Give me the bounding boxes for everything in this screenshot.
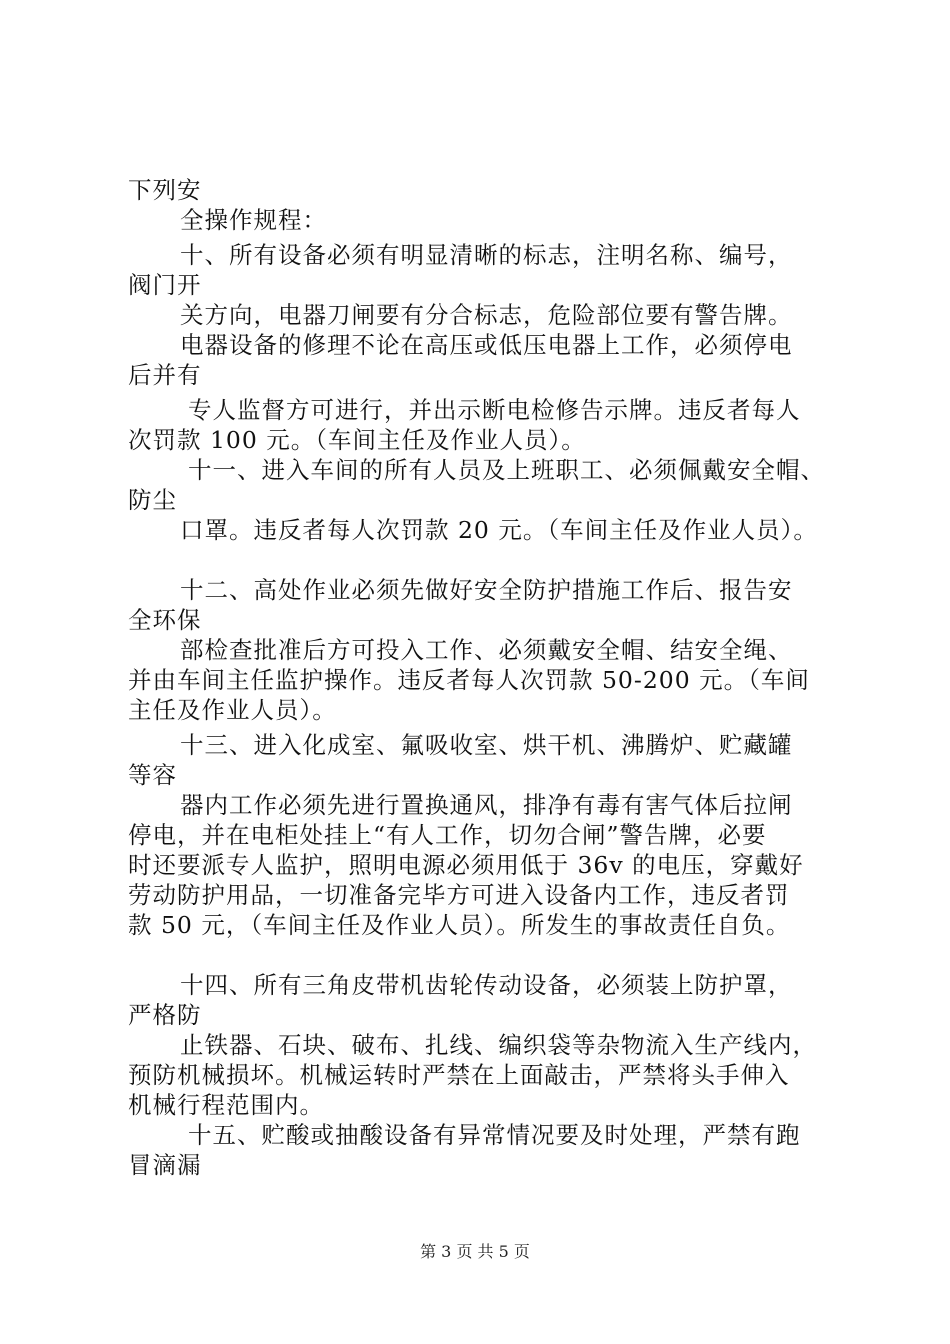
text-line: 冒滴漏 — [128, 1151, 202, 1179]
text-line: 十四、所有三角皮带机齿轮传动设备，必须装上防护罩， — [180, 971, 793, 999]
page-number-footer: 第 3 页 共 5 页 — [420, 1242, 530, 1261]
text-line: 专人监督方可进行，并出示断电检修告示牌。违反者每人 — [188, 396, 801, 424]
text-line: 机械行程范围内。 — [128, 1091, 324, 1119]
text-line: 严格防 — [128, 1001, 202, 1029]
text-line: 劳动防护用品，一切准备完毕方可进入设备内工作，违反者罚 — [128, 881, 790, 909]
text-line: 十一、进入车间的所有人员及上班职工、必须佩戴安全帽、 — [188, 456, 825, 484]
text-line: 款 50 元，（车间主任及作业人员）。所发生的事故责任自负。 — [128, 911, 791, 939]
text-line: 预防机械损坏。机械运转时严禁在上面敲击，严禁将头手伸入 — [128, 1061, 790, 1089]
text-line: 次罚款 100 元。（车间主任及作业人员）。 — [128, 426, 586, 454]
text-line: 防尘 — [128, 486, 177, 514]
text-line: 十、所有设备必须有明显清晰的标志，注明名称、编号， — [180, 241, 793, 269]
text-line: 时还要派专人监护，照明电源必须用低于 36v 的电压，穿戴好 — [128, 851, 804, 879]
text-line: 并由车间主任监护操作。违反者每人次罚款 50-200 元。（车间 — [128, 666, 810, 694]
text-line: 等容 — [128, 761, 177, 789]
text-line: 口罩。违反者每人次罚款 20 元。（车间主任及作业人员）。 — [180, 516, 818, 544]
text-line: 器内工作必须先进行置换通风，排净有毒有害气体后拉闸 — [180, 791, 793, 819]
text-line: 后并有 — [128, 361, 202, 389]
text-line: 十三、进入化成室、氟吸收室、烘干机、沸腾炉、贮藏罐 — [180, 731, 793, 759]
text-line: 部检查批准后方可投入工作、必须戴安全帽、结安全绳、 — [180, 636, 793, 664]
text-line: 阀门开 — [128, 271, 202, 299]
text-line: 全环保 — [128, 606, 202, 634]
text-line: 关方向，电器刀闸要有分合标志，危险部位要有警告牌。 — [180, 301, 793, 329]
text-line: 电器设备的修理不论在高压或低压电器上工作，必须停电 — [180, 331, 793, 359]
text-line: 十五、贮酸或抽酸设备有异常情况要及时处理，严禁有跑 — [188, 1121, 801, 1149]
text-line: 下列安 — [128, 176, 202, 204]
text-line: 十二、高处作业必须先做好安全防护措施工作后、报告安 — [180, 576, 793, 604]
text-line: 停电，并在电柜处挂上“有人工作，切勿合闸”警告牌，必要 — [128, 821, 767, 849]
text-line: 主任及作业人员）。 — [128, 696, 337, 724]
text-line: 止铁器、石块、破布、扎线、编织袋等杂物流入生产线内， — [180, 1031, 817, 1059]
text-line: 全操作规程： — [180, 206, 327, 234]
